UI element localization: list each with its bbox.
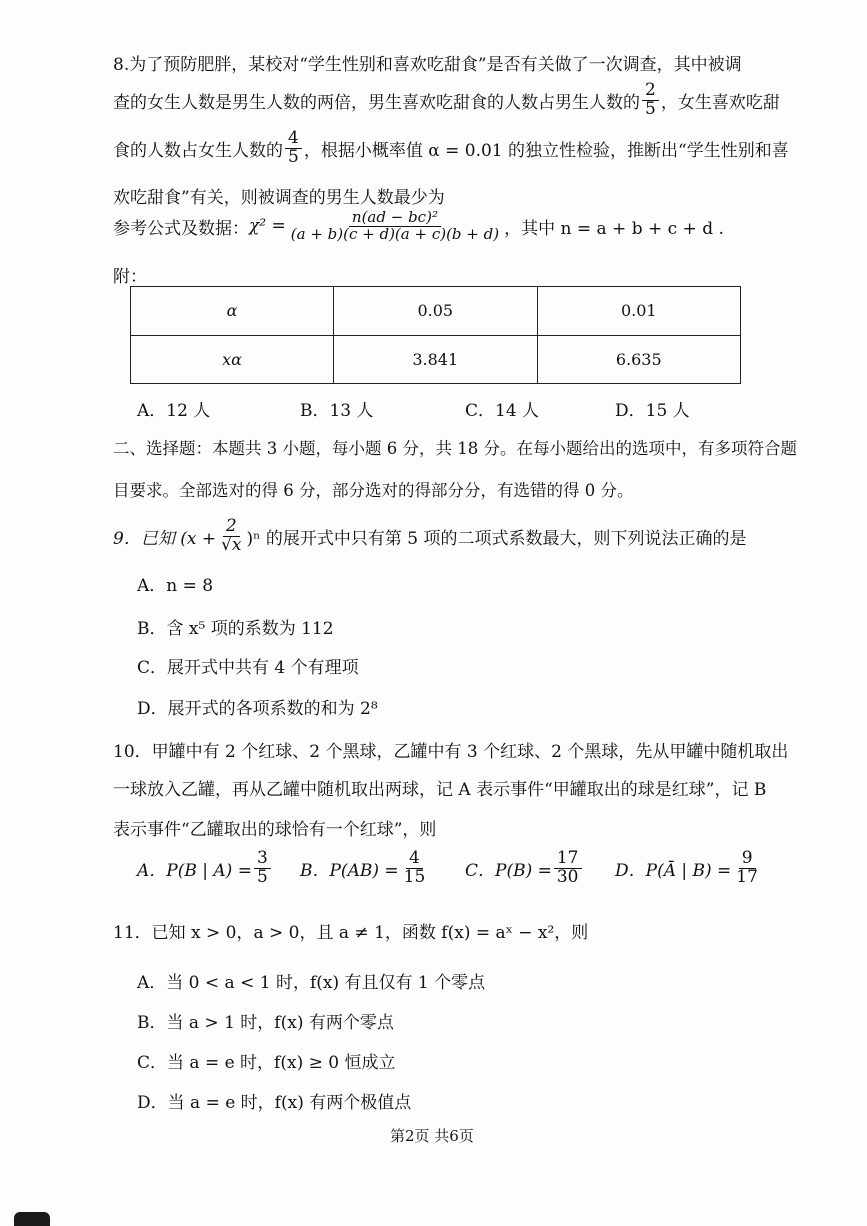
q8-line1 <box>113 50 742 75</box>
frac-den: 30 <box>556 866 579 887</box>
frac-num: 3 <box>254 850 271 869</box>
q10-line2: 一球放入乙罐，再从乙罐中随机取出两球，记 A 表示事件“甲罐取出的球是红球”，记 B <box>113 780 767 800</box>
frac-num: 4 <box>406 850 423 869</box>
frac-den: 5 <box>288 146 299 167</box>
frac-den: 15 <box>403 866 426 887</box>
q11-option-a: A．当 0 < a < 1 时，f(x) 有且仅有 1 个零点 <box>137 973 486 993</box>
formula-suffix: ，其中 n = a + b + c + d . <box>504 218 724 239</box>
q8-fraction-2-5 <box>642 82 659 119</box>
q8-line1-text: 为了预防肥胖，某校对“学生性别和喜欢吃甜食”是否有关做了一次调查，其中被调 <box>129 55 742 75</box>
q8-formula <box>113 210 724 243</box>
q9-fraction <box>218 518 244 555</box>
q8-option-b: B．13 人 <box>300 401 374 421</box>
frac-num: 17 <box>554 850 582 869</box>
q8-line2 <box>113 82 780 119</box>
q10-option-d-text: D．P(Ā | B) = <box>615 860 732 881</box>
frac-num: 9 <box>739 850 756 869</box>
q8-number: 8. <box>113 55 130 75</box>
table-row <box>131 287 741 336</box>
section2-line1: 二、选择题：本题共 3 小题，每小题 6 分，共 18 分。在每小题给出的选项中，有多项符合题 <box>113 439 797 458</box>
q11-option-d: D．当 a = e 时，f(x) 有两个极值点 <box>137 1093 412 1113</box>
q9-option-b: B．含 x⁵ 项的系数为 112 <box>137 619 334 639</box>
q8-option-d: D．15 人 <box>615 401 690 421</box>
q8-line4: 欢吃甜食”有关，则被调查的男生人数最少为 <box>113 188 445 208</box>
section2-line2: 目要求。全部选对的得 6 分，部分选对的得部分分，有选错的得 0 分。 <box>113 481 634 500</box>
table-row <box>131 335 741 384</box>
table-cell: α <box>131 287 334 336</box>
frac-num: 4 <box>285 130 302 149</box>
q9-stem-b: )ⁿ 的展开式中只有第 5 项的二项式系数最大，则下列说法正确的是 <box>246 528 747 549</box>
q10-option-c-fraction <box>554 850 582 887</box>
q8-option-c: C．14 人 <box>465 401 540 421</box>
q10-option-d-fraction <box>733 850 761 887</box>
frac-den: √x <box>221 534 242 555</box>
chi-square-fraction <box>288 210 502 243</box>
q10-option-a-text: A．P(B | A) = <box>137 860 252 881</box>
q9-option-c: C．展开式中共有 4 个有理项 <box>137 658 359 678</box>
q9-option-d: D．展开式的各项系数的和为 2⁸ <box>137 699 378 719</box>
q10-option-b-text: B．P(AB) = <box>300 860 399 881</box>
table-cell: 0.05 <box>334 287 538 336</box>
q8-option-a: A．12 人 <box>137 401 211 421</box>
q10-option-b-fraction <box>401 850 429 887</box>
q10-option-d <box>615 850 763 887</box>
q11-option-b: B．当 a > 1 时，f(x) 有两个零点 <box>137 1013 394 1033</box>
frac-den: 17 <box>736 866 758 887</box>
table-cell: 0.01 <box>537 287 741 336</box>
q10-line3: 表示事件“乙罐取出的球恰有一个红球”，则 <box>113 820 437 840</box>
table-cell: 3.841 <box>334 335 538 384</box>
q9-stem-a: 9．已知 (x + <box>113 528 217 549</box>
q11-option-c: C．当 a = e 时，f(x) ≥ 0 恒成立 <box>137 1053 396 1073</box>
q10-option-a-fraction <box>254 850 271 887</box>
formula-den: (a + b)(c + d)(a + c)(b + d) <box>290 224 500 243</box>
q8-fraction-4-5 <box>285 130 302 167</box>
critical-value-table <box>130 286 741 384</box>
q8-line2a: 查的女生人数是男生人数的两倍，男生喜欢吃甜食的人数占男生人数的 <box>113 92 640 113</box>
q8-line2b: ，女生喜欢吃甜 <box>660 92 780 113</box>
q10-option-a <box>137 850 273 887</box>
chi-square: χ² = <box>249 216 286 237</box>
q8-line3 <box>113 130 789 167</box>
frac-den: 5 <box>645 98 656 119</box>
q9-stem <box>113 518 747 555</box>
table-cell: 6.635 <box>537 335 741 384</box>
q8-line3b: ，根据小概率值 α = 0.01 的独立性检验，推断出“学生性别和喜 <box>303 140 789 161</box>
formula-prefix: 参考公式及数据： <box>113 218 249 239</box>
q8-line3a: 食的人数占女生人数的 <box>113 140 283 161</box>
table-cell: xα <box>131 335 334 384</box>
frac-den: 5 <box>256 866 268 887</box>
q10-line1: 10．甲罐中有 2 个红球、2 个黑球，乙罐中有 3 个红球、2 个黑球，先从甲罐中随机取出 <box>113 742 789 762</box>
formula-num: n(ad − bc)² <box>349 210 441 227</box>
q11-stem: 11．已知 x > 0，a > 0，且 a ≠ 1，函数 f(x) = aˣ − x²，则 <box>113 923 589 943</box>
frac-num: 2 <box>223 518 240 537</box>
q10-option-b <box>300 850 430 887</box>
page-footer: 第2页 共6页 <box>390 1127 474 1145</box>
frac-num: 2 <box>642 82 659 101</box>
q10-option-c <box>465 850 584 887</box>
appendix-label: 附： <box>113 267 147 287</box>
q10-option-c-text: C．P(B) = <box>465 860 552 881</box>
q9-option-a: A．n = 8 <box>137 576 214 596</box>
scan-artifact <box>14 1212 50 1226</box>
